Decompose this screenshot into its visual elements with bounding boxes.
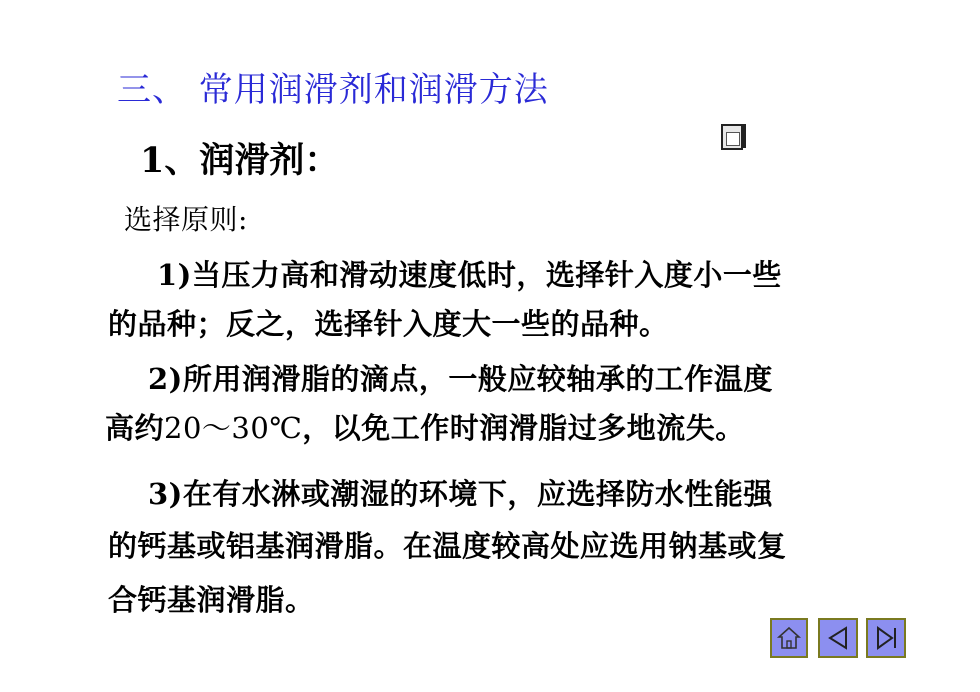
- item3-line3: 合钙基润滑脂。: [108, 583, 315, 617]
- document-icon[interactable]: [721, 124, 743, 150]
- item3-line2: 的钙基或铝基润滑脂。在温度较高处应选用钠基或复: [108, 529, 787, 563]
- item1-line2: 的品种；反之，选择针入度大一些的品种。: [108, 307, 669, 341]
- item2-line2-part-a: 高约: [105, 411, 165, 445]
- last-button[interactable]: [866, 618, 906, 658]
- home-button[interactable]: [770, 618, 808, 658]
- slide-title: 三、 常用润滑剂和润滑方法: [117, 70, 549, 110]
- selection-principle-label: 选择原则:: [124, 203, 248, 236]
- section-heading: 1、润滑剂：: [140, 140, 340, 181]
- item2-line1: 2)所用润滑脂的滴点，一般应较轴承的工作温度: [148, 362, 773, 396]
- temperature-range: 20～30℃: [164, 411, 303, 445]
- item2-line2: [105, 406, 745, 447]
- item1-line1: 1)当压力高和滑动速度低时，选择针入度小一些: [157, 258, 782, 292]
- item3-line1: 3)在有水淋或潮湿的环境下，应选择防水性能强: [148, 477, 773, 511]
- last-icon: [872, 624, 900, 652]
- previous-button[interactable]: [818, 618, 858, 658]
- previous-icon: [824, 624, 852, 652]
- home-icon: [776, 625, 802, 651]
- item2-line2-part-c: ，以免工作时润滑脂过多地流失。: [302, 411, 745, 445]
